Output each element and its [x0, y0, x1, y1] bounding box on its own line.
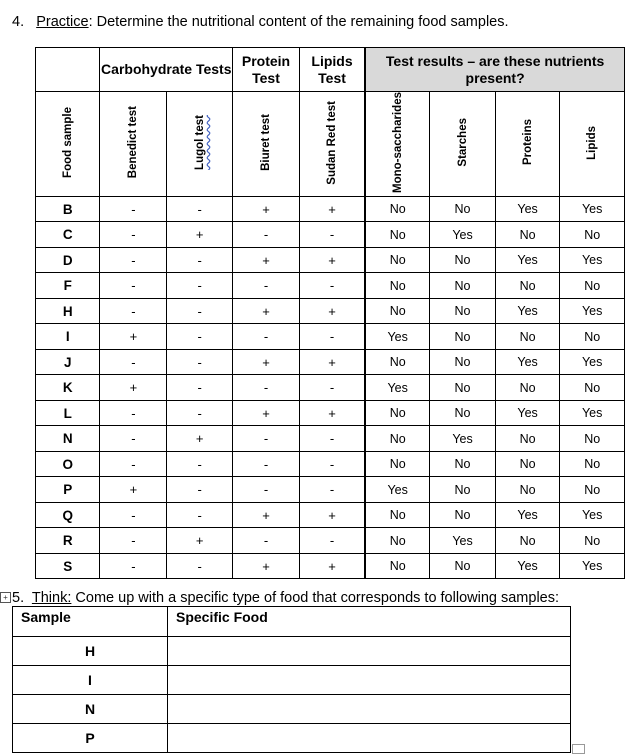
- cell-starch: No: [430, 502, 496, 528]
- cell-biuret: -: [233, 477, 300, 503]
- cell-specific-food-input[interactable]: [168, 724, 571, 753]
- cell-protein: No: [495, 375, 560, 401]
- cell-sudan: -: [299, 222, 365, 248]
- cell-sample: I: [13, 666, 168, 695]
- cell-food: I: [36, 324, 100, 350]
- cell-lipid: Yes: [560, 400, 625, 426]
- col-sudan: Sudan Red test: [299, 92, 365, 197]
- cell-protein: Yes: [495, 247, 560, 273]
- cell-lipid: No: [560, 222, 625, 248]
- cell-benedict: -: [100, 400, 167, 426]
- cell-lipid: No: [560, 528, 625, 554]
- cell-starch: No: [430, 451, 496, 477]
- q5-text: Come up with a specific type of food that corresponds to following samples:: [71, 590, 560, 606]
- cell-sudan: -: [299, 324, 365, 350]
- cell-biuret: -: [233, 426, 300, 452]
- cell-mono: No: [365, 196, 430, 222]
- table-row: [36, 451, 625, 477]
- cell-protein: Yes: [495, 196, 560, 222]
- header-protein: Protein Test: [233, 48, 300, 92]
- cell-lugol: -: [167, 502, 233, 528]
- col-sample: Sample: [13, 607, 168, 637]
- table-row: [36, 247, 625, 273]
- cell-lugol: +: [167, 222, 233, 248]
- cell-biuret: -: [233, 222, 300, 248]
- table-row: [36, 222, 625, 248]
- table-row: [36, 273, 625, 299]
- cell-sudan: +: [299, 553, 365, 579]
- cell-biuret: -: [233, 451, 300, 477]
- q5-number: 5.: [12, 590, 25, 606]
- table-row: [13, 724, 571, 753]
- cell-starch: No: [430, 400, 496, 426]
- cell-lipid: No: [560, 273, 625, 299]
- cell-benedict: -: [100, 298, 167, 324]
- cell-lugol: -: [167, 349, 233, 375]
- cell-sudan: -: [299, 375, 365, 401]
- cell-lugol: -: [167, 553, 233, 579]
- col-proteins: Proteins: [495, 92, 560, 197]
- cell-biuret: +: [233, 196, 300, 222]
- cell-food: L: [36, 400, 100, 426]
- cell-sudan: +: [299, 349, 365, 375]
- cell-protein: Yes: [495, 502, 560, 528]
- cell-lipid: Yes: [560, 247, 625, 273]
- table-row: [36, 502, 625, 528]
- cell-protein: No: [495, 324, 560, 350]
- cell-starch: No: [430, 324, 496, 350]
- table-row: [13, 695, 571, 724]
- cell-benedict: -: [100, 502, 167, 528]
- cell-lipid: No: [560, 375, 625, 401]
- cell-benedict: -: [100, 222, 167, 248]
- cell-lugol: -: [167, 477, 233, 503]
- cell-mono: No: [365, 502, 430, 528]
- specific-food-table: [12, 606, 571, 753]
- table-row: [36, 298, 625, 324]
- cell-food: P: [36, 477, 100, 503]
- col-lugol: Lugol test: [167, 92, 233, 197]
- cell-biuret: -: [233, 375, 300, 401]
- cell-sudan: +: [299, 196, 365, 222]
- q4-label: Practice: [36, 14, 89, 30]
- table-row: [36, 349, 625, 375]
- cell-food: S: [36, 553, 100, 579]
- q4-text: : Determine the nutritional content of the remaining food samples.: [88, 14, 509, 30]
- cell-protein: No: [495, 222, 560, 248]
- table-row: [13, 666, 571, 695]
- cell-starch: No: [430, 477, 496, 503]
- table-row: [36, 553, 625, 579]
- cell-food: J: [36, 349, 100, 375]
- cell-biuret: +: [233, 553, 300, 579]
- cell-mono: No: [365, 528, 430, 554]
- cell-food: C: [36, 222, 100, 248]
- cell-protein: No: [495, 477, 560, 503]
- question-4: [12, 14, 509, 30]
- cell-mono: Yes: [365, 324, 430, 350]
- cell-specific-food-input[interactable]: [168, 695, 571, 724]
- cell-food: N: [36, 426, 100, 452]
- cell-lipid: Yes: [560, 349, 625, 375]
- cell-specific-food-input[interactable]: [168, 666, 571, 695]
- cell-mono: Yes: [365, 477, 430, 503]
- cell-benedict: -: [100, 349, 167, 375]
- cell-benedict: -: [100, 451, 167, 477]
- cell-lipid: No: [560, 324, 625, 350]
- cell-lipid: Yes: [560, 502, 625, 528]
- q4-number: 4.: [12, 14, 25, 30]
- header-lipids: Lipids Test: [299, 48, 365, 92]
- cell-benedict: -: [100, 553, 167, 579]
- table-row: [36, 196, 625, 222]
- cell-mono: No: [365, 426, 430, 452]
- table-row: [36, 400, 625, 426]
- cell-benedict: +: [100, 477, 167, 503]
- cell-lipid: No: [560, 477, 625, 503]
- cell-biuret: +: [233, 349, 300, 375]
- cell-mono: No: [365, 400, 430, 426]
- col-benedict: Benedict test: [100, 92, 167, 197]
- cell-sudan: -: [299, 273, 365, 299]
- nutrient-table: [35, 47, 625, 579]
- col-biuret: Biuret test: [233, 92, 300, 197]
- cell-lipid: No: [560, 426, 625, 452]
- cell-biuret: +: [233, 502, 300, 528]
- cell-biuret: +: [233, 298, 300, 324]
- table-row: [13, 637, 571, 666]
- cell-biuret: -: [233, 528, 300, 554]
- cell-lugol: -: [167, 247, 233, 273]
- cell-benedict: +: [100, 324, 167, 350]
- cell-biuret: +: [233, 400, 300, 426]
- cell-lipid: No: [560, 451, 625, 477]
- cell-starch: No: [430, 273, 496, 299]
- table-row: [36, 426, 625, 452]
- cell-protein: Yes: [495, 349, 560, 375]
- cell-mono: Yes: [365, 375, 430, 401]
- cell-food: O: [36, 451, 100, 477]
- q5-label: Think:: [31, 590, 72, 606]
- cell-starch: No: [430, 375, 496, 401]
- cell-sudan: +: [299, 400, 365, 426]
- cell-starch: No: [430, 247, 496, 273]
- cell-benedict: -: [100, 247, 167, 273]
- cell-sudan: -: [299, 451, 365, 477]
- cell-mono: No: [365, 247, 430, 273]
- cell-benedict: -: [100, 273, 167, 299]
- cell-starch: Yes: [430, 222, 496, 248]
- cell-mono: No: [365, 451, 430, 477]
- cell-sample: N: [13, 695, 168, 724]
- cell-specific-food-input[interactable]: [168, 637, 571, 666]
- cell-mono: No: [365, 273, 430, 299]
- col-specific-food: Specific Food: [168, 607, 571, 637]
- cell-biuret: -: [233, 273, 300, 299]
- cell-mono: No: [365, 553, 430, 579]
- col-lipids: Lipids: [560, 92, 625, 197]
- question-5: [12, 590, 559, 606]
- cell-food: H: [36, 298, 100, 324]
- cell-food: Q: [36, 502, 100, 528]
- cell-food: F: [36, 273, 100, 299]
- cell-lugol: +: [167, 528, 233, 554]
- header-test-results: Test results – are these nutrients present?: [365, 48, 624, 92]
- table-row: [36, 477, 625, 503]
- cell-lugol: -: [167, 273, 233, 299]
- cell-sudan: +: [299, 502, 365, 528]
- cell-sudan: +: [299, 247, 365, 273]
- table-move-handle-icon[interactable]: +: [0, 592, 11, 603]
- table-row: [36, 375, 625, 401]
- cell-lugol: -: [167, 375, 233, 401]
- cell-benedict: +: [100, 375, 167, 401]
- cell-lugol: -: [167, 298, 233, 324]
- cell-protein: No: [495, 528, 560, 554]
- header-carbohydrate: Carbohydrate Tests: [100, 48, 233, 92]
- cell-lipid: Yes: [560, 196, 625, 222]
- cell-starch: No: [430, 349, 496, 375]
- cell-protein: Yes: [495, 298, 560, 324]
- cell-lugol: -: [167, 196, 233, 222]
- cell-starch: No: [430, 553, 496, 579]
- cell-food: K: [36, 375, 100, 401]
- cell-starch: No: [430, 298, 496, 324]
- cell-mono: No: [365, 349, 430, 375]
- cell-starch: No: [430, 196, 496, 222]
- cell-benedict: -: [100, 528, 167, 554]
- cell-mono: No: [365, 222, 430, 248]
- cell-lugol: -: [167, 400, 233, 426]
- cell-lugol: -: [167, 324, 233, 350]
- cell-protein: No: [495, 451, 560, 477]
- cell-sudan: -: [299, 426, 365, 452]
- cell-sample: P: [13, 724, 168, 753]
- cell-lugol: -: [167, 451, 233, 477]
- cell-benedict: -: [100, 426, 167, 452]
- col-food-sample: Food sample: [36, 92, 100, 197]
- cell-food: R: [36, 528, 100, 554]
- cell-food: B: [36, 196, 100, 222]
- cell-lugol: +: [167, 426, 233, 452]
- cell-mono: No: [365, 298, 430, 324]
- cell-lipid: Yes: [560, 553, 625, 579]
- col-starches: Starches: [430, 92, 496, 197]
- col-monosaccharides: Mono-saccharides: [365, 92, 430, 197]
- cell-biuret: -: [233, 324, 300, 350]
- cell-sample: H: [13, 637, 168, 666]
- cell-starch: Yes: [430, 528, 496, 554]
- cell-protein: No: [495, 273, 560, 299]
- cell-biuret: +: [233, 247, 300, 273]
- cell-starch: Yes: [430, 426, 496, 452]
- header-blank: [36, 48, 100, 92]
- cell-protein: Yes: [495, 400, 560, 426]
- cell-sudan: +: [299, 298, 365, 324]
- cell-sudan: -: [299, 528, 365, 554]
- cell-food: D: [36, 247, 100, 273]
- cell-sudan: -: [299, 477, 365, 503]
- cell-protein: Yes: [495, 553, 560, 579]
- cell-lipid: Yes: [560, 298, 625, 324]
- cell-benedict: -: [100, 196, 167, 222]
- table-row: [36, 324, 625, 350]
- table-row: [36, 528, 625, 554]
- cell-protein: No: [495, 426, 560, 452]
